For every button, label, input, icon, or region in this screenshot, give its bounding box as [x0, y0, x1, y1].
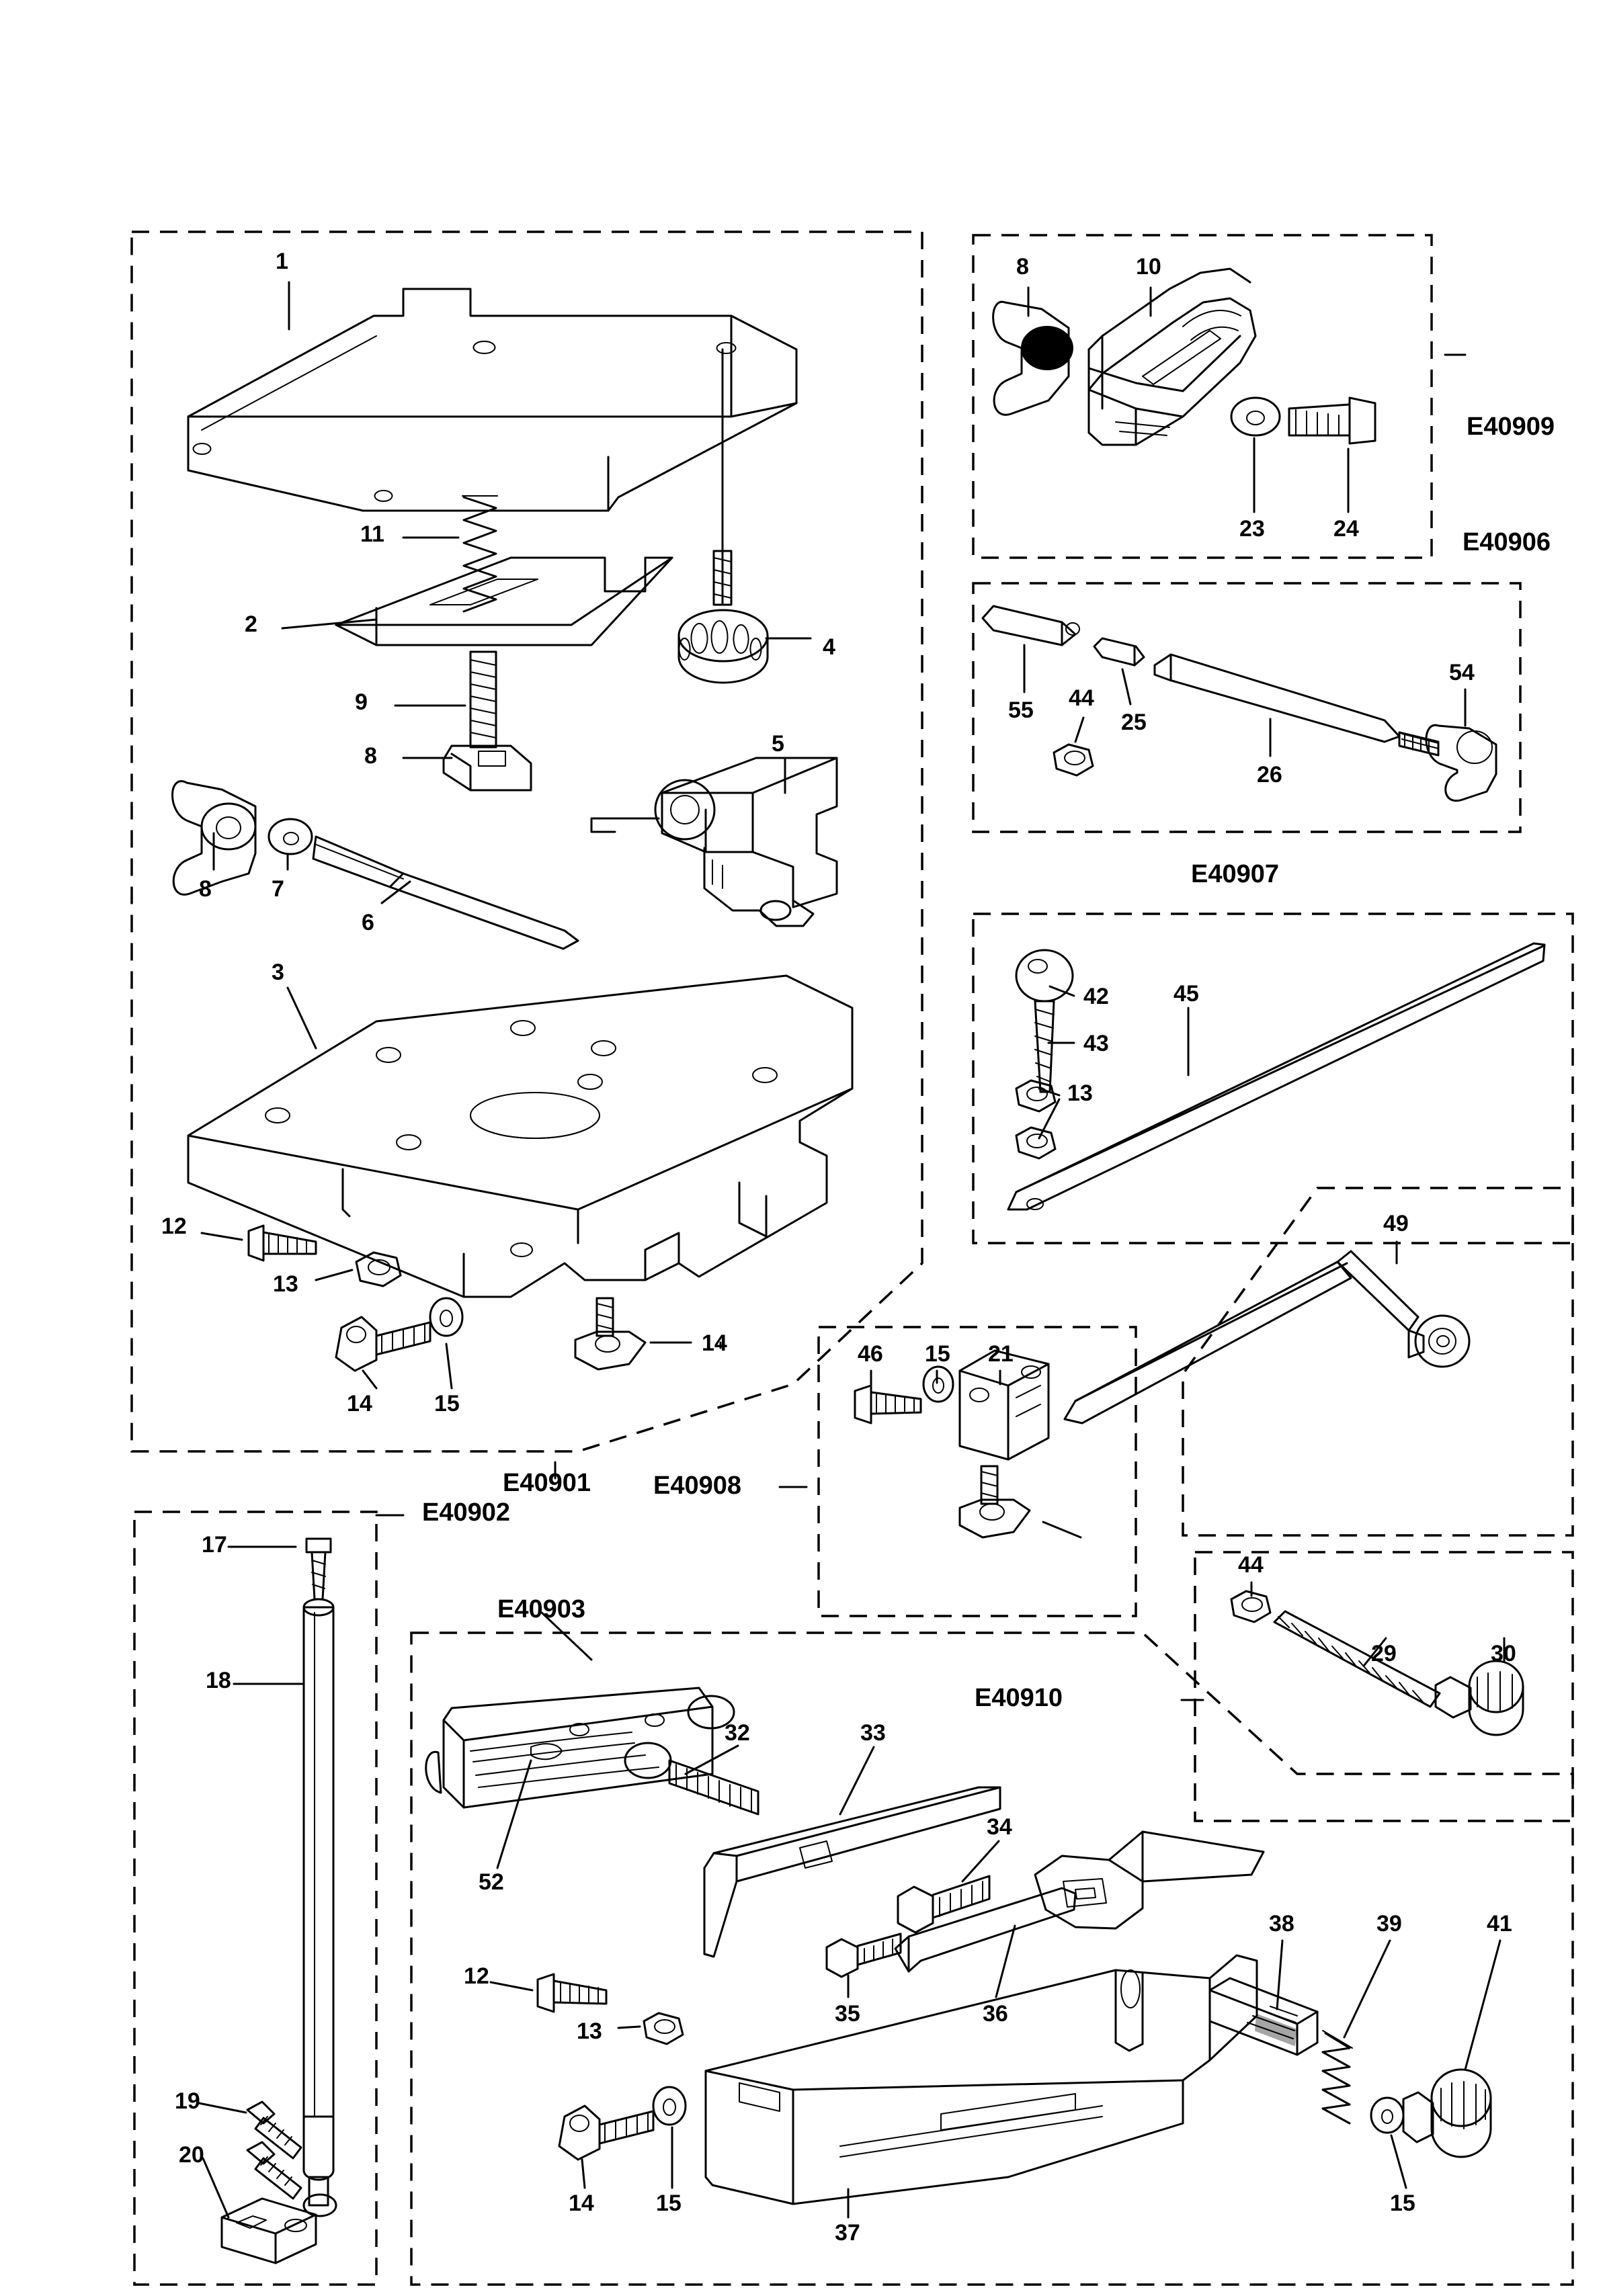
part-35-bolt: [827, 1934, 901, 1977]
callout-33: 33: [860, 1720, 886, 1746]
callout-10: 10: [1136, 254, 1161, 280]
callout-26: 26: [1257, 762, 1282, 788]
part-11-spring: [462, 496, 497, 611]
part-55-sleeve: [983, 606, 1079, 645]
callout-14b: 14: [702, 1330, 727, 1356]
callout-20: 20: [179, 2142, 204, 2168]
assembly-label-e40903: E40903: [497, 1595, 586, 1623]
part-26-rod: [1155, 654, 1438, 755]
callout-46: 46: [858, 1341, 883, 1367]
callout-8a: 8: [364, 743, 377, 769]
part-42-ball-knob: [1016, 950, 1073, 1001]
part-43-threaded-stud: [1035, 1001, 1054, 1092]
part-15-washer-right: [1371, 2098, 1403, 2133]
part-19-screw: [247, 2102, 301, 2199]
part-15-washer-left: [430, 1298, 462, 1336]
assembly-label-e40902: E40902: [422, 1498, 511, 1527]
group-outline-e40909: [973, 235, 1432, 558]
part-8-knob-lower: [444, 746, 531, 790]
group-outline-e40907: [973, 914, 1573, 1243]
part-30-knob: [1436, 1661, 1523, 1735]
callout-11: 11: [360, 521, 384, 547]
part-34-bolt: [898, 1876, 989, 1932]
part-15-washer-e40908: [923, 1367, 953, 1402]
callout-54: 54: [1449, 660, 1475, 685]
part-20-bracket: [222, 2199, 316, 2263]
part-24-bolt: [1289, 398, 1375, 443]
part-21-block: [960, 1351, 1048, 1459]
callout-49: 49: [1383, 1211, 1409, 1236]
assembly-label-e40908: E40908: [653, 1472, 742, 1500]
part-13-nut: [356, 1252, 401, 1286]
part-14-wing-screw-mid: [575, 1298, 645, 1369]
callout-3: 3: [272, 960, 284, 985]
callout-37: 37: [835, 2220, 860, 2246]
part-38-knurled-sleeve: [1210, 1978, 1317, 2055]
callout-24: 24: [1333, 516, 1359, 542]
part-14-wing-screw-e40908: [960, 1466, 1030, 1537]
part-8-knob-e40909: [993, 302, 1073, 415]
callout-52: 52: [479, 1869, 504, 1895]
callout-13b: 13: [1067, 1080, 1093, 1106]
callout-18: 18: [206, 1668, 231, 1693]
callout-15c: 15: [656, 2191, 682, 2216]
callout-15d: 15: [1390, 2191, 1415, 2216]
callout-23: 23: [1239, 516, 1265, 542]
part-5-clamp: [591, 758, 837, 926]
part-39-spring: [1323, 2031, 1352, 2123]
assembly-label-e40910: E40910: [975, 1684, 1063, 1712]
group-outline-e40908: [819, 1327, 1136, 1616]
callout-5: 5: [772, 731, 784, 757]
assembly-label-e40907: E40907: [1191, 860, 1280, 888]
callout-8b: 8: [199, 876, 212, 902]
callout-9: 9: [355, 689, 368, 715]
callout-21: 21: [988, 1341, 1014, 1367]
assembly-label-e40909: E40909: [1467, 413, 1555, 441]
part-6-shaft: [313, 837, 578, 949]
part-9-threaded-rod: [470, 652, 496, 747]
part-1-base-plate: [188, 289, 796, 511]
group-outline-lever-49: [1183, 1188, 1573, 1535]
callout-6: 6: [362, 910, 374, 935]
callout-8c: 8: [1016, 254, 1029, 280]
callout-55: 55: [1008, 697, 1034, 723]
callout-12b: 12: [464, 1963, 489, 1989]
assembly-label-e40906: E40906: [1463, 528, 1551, 556]
callout-12a: 12: [161, 1214, 187, 1239]
callout-15a: 15: [434, 1391, 460, 1416]
part-41-knob: [1403, 2070, 1491, 2157]
callout-44b: 44: [1238, 1552, 1264, 1578]
part-13-nut-lower: [644, 2013, 683, 2044]
callout-34: 34: [987, 1814, 1012, 1840]
callout-30: 30: [1491, 1641, 1516, 1666]
callout-17: 17: [202, 1532, 227, 1558]
callout-7: 7: [272, 876, 284, 902]
callout-45: 45: [1174, 981, 1199, 1007]
part-7-washer: [269, 819, 312, 854]
part-12-bolt-lower: [538, 1974, 606, 2012]
part-14-wing-screw-lower: [559, 2106, 653, 2160]
part-29-threaded-rod: [1274, 1611, 1440, 1707]
callout-38: 38: [1269, 1911, 1294, 1937]
assembly-label-e40901: E40901: [503, 1469, 591, 1497]
part-2-slide: [336, 558, 672, 645]
callout-36: 36: [983, 2001, 1008, 2027]
part-46-bolt: [855, 1386, 921, 1423]
part-32-bolt: [625, 1743, 758, 1814]
callout-25: 25: [1121, 710, 1147, 735]
callout-32: 32: [725, 1720, 750, 1746]
callout-42: 42: [1083, 984, 1109, 1009]
callout-14c: 14: [569, 2191, 594, 2216]
part-14-wing-screw-left: [336, 1317, 430, 1371]
part-17-screw: [306, 1539, 331, 1599]
callout-1: 1: [276, 249, 288, 274]
part-25-collar: [1094, 638, 1144, 665]
callout-35: 35: [835, 2001, 860, 2027]
part-23-washer: [1231, 398, 1280, 435]
part-33-rail: [704, 1787, 1000, 1957]
part-18-rod: [304, 1599, 336, 2216]
part-15-washer-lower: [653, 2087, 686, 2125]
callout-15b: 15: [925, 1341, 950, 1367]
callout-41: 41: [1487, 1911, 1512, 1937]
callout-43: 43: [1083, 1031, 1109, 1056]
callout-29: 29: [1371, 1641, 1397, 1666]
callout-2: 2: [245, 611, 257, 637]
part-49-crank: [1065, 1251, 1469, 1423]
callout-39: 39: [1376, 1911, 1402, 1937]
part-44-nut: [1054, 745, 1093, 775]
callout-19: 19: [175, 2088, 200, 2114]
part-37-guard: [706, 1955, 1257, 2204]
part-54-knob: [1426, 725, 1496, 800]
callout-13a: 13: [273, 1271, 298, 1297]
callout-4: 4: [823, 634, 835, 660]
leader-lines: [199, 282, 1504, 2217]
group-outline-e40901: [132, 232, 922, 1451]
callout-14a: 14: [347, 1391, 372, 1416]
callout-13c: 13: [577, 2018, 602, 2044]
callout-44a: 44: [1069, 685, 1094, 711]
